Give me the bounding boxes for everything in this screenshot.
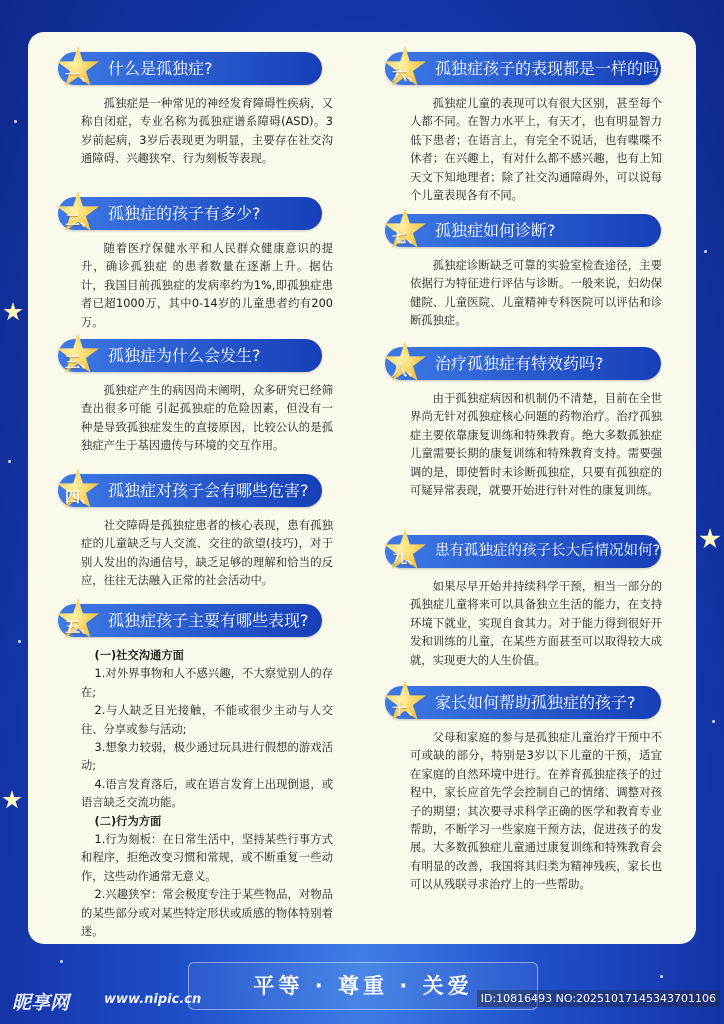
section-paragraph: 孤独症诊断缺乏可靠的实验室检查途径，主要依据行为特征进行评估与诊断。一般来说，妇幼保健院、儿童医院、儿童精神专科医院可以评估和诊断孤独症。 (410, 259, 662, 328)
section-heading (385, 535, 661, 568)
section-title: 孤独症为什么会发生? (108, 346, 261, 365)
section-title: 孤独症的孩子有多少? (108, 204, 261, 223)
section-number: 九、 (391, 549, 422, 567)
section-number: 十、 (391, 700, 422, 718)
watermark-id: ID:10816493 NO:20251017145343701106 (477, 990, 720, 1007)
background-star-icon (3, 302, 23, 322)
section-title: 治疗孤独症有特效药吗? (435, 354, 604, 373)
background-dot (660, 975, 663, 978)
section-title: 什么是孤独症? (108, 59, 213, 78)
section-paragraph: 孤独症儿童的表现可以有很大区别，甚至每个人都不同。在智力水平上，有天才，也有明显智力低下患者；在语言上，有完全不说话，也有喋喋不休者；在兴趣上，有对什么都不感兴趣，也有上知天文下知地理者；除了社交沟通障碍外，可以说每个儿童表现各有不同。 (410, 97, 662, 203)
content-panel (28, 32, 696, 944)
background-dot (704, 250, 707, 253)
section-paragraph: 父母和家庭的参与是孤独症儿童治疗干预中不可或缺的部分，特别是3岁以下儿童的干预，适宜在家庭的自然环境中进行。在养育孤独症孩子的过程中，家长应首先学会控制自己的情绪、调整对孩子的期望；其次要寻求科学正确的医学和教育专业帮助，不断学习一些家庭干预方法，促进孩子的发展。大多数孤独症儿童通过康复训练和特殊教育会有明显的改善，我国将其归类为精神残疾，家长也可以从残联寻求治疗上的一些帮助。 (410, 731, 662, 892)
section-number: 七、 (391, 228, 422, 246)
list-item: 3.想象力较弱，极少通过玩具进行假想的游戏活动; (81, 741, 333, 773)
section-heading (385, 52, 668, 85)
watermark-logo: 昵享网 (12, 992, 70, 1014)
section-number: 三、 (64, 353, 95, 371)
section-body (410, 257, 662, 331)
section-heading (385, 347, 661, 380)
section-paragraph: 随着医疗保健水平和人民群众健康意识的提升，确诊孤独症 的患者数量在逐渐上升。据估计，我国目前孤独症的发病率约为1%,即孤独症患者已超1000万，其中0-14岁的儿童患者约有200万。 (81, 242, 333, 329)
section-title: 患有孤独症的孩子长大后情况如何? (435, 543, 661, 559)
section-heading (58, 197, 322, 230)
section-number: 五、 (64, 618, 95, 636)
list-item: 2.与人缺乏目光接触，不能或很少主动与人交往、分享或参与活动; (81, 704, 333, 736)
section-paragraph: 由于孤独症病因和机制仍不清楚，目前在全世界尚无针对孤独症核心问题的药物治疗。治疗孤独症主要依靠康复训练和特殊教育。绝大多数孤独症儿童需要长期的康复训练和特殊教育支持。需要强调的是，即使暂时未诊断孤独症，只要有孤独症的可疑异常表现，就要开始进行针对性的康复训练。 (410, 392, 662, 498)
list-item: 4.语言发育落后，或在语言发育上出现倒退，或语言缺乏交流功能。 (81, 777, 333, 810)
section-body (81, 382, 333, 456)
background-dot (8, 460, 11, 463)
list-item: 1.对外界事物和人不感兴趣，不大察觉别人的存在; (81, 667, 333, 699)
section-body (410, 95, 662, 205)
background-star-icon (2, 790, 22, 810)
section-body (410, 578, 662, 670)
list-item: 2.兴趣狭窄：常会极度专注于某些物品，对物品的某些部分或对某些特定形状或质感的物体特别着迷。 (81, 888, 333, 939)
watermark-url: www.nipic.cn (104, 992, 202, 1007)
symptom-list (81, 647, 333, 942)
section-paragraph: 孤独症产生的病因尚未阐明，众多研究已经筛查出很多可能 引起孤独症的危险因素，但没有一种是导致孤独症发生的直接原因，比较公认的是孤独症产生于基因遗传与环境的交互作用。 (81, 384, 333, 453)
section-number: 八、 (391, 361, 422, 379)
section-body (81, 517, 333, 591)
background-dot (60, 960, 63, 963)
section-heading (58, 474, 322, 507)
section-heading (385, 214, 661, 247)
background-star-icon (699, 528, 721, 550)
section-title: 孤独症孩子的表现都是一样的吗? (435, 59, 668, 78)
subheading-behavior: (二)行为方面 (94, 814, 162, 828)
section-heading (58, 604, 322, 637)
section-number: 四、 (64, 488, 95, 506)
section-title: 孤独症对孩子会有哪些危害? (108, 481, 309, 500)
background-dot (18, 640, 21, 643)
section-number: 二、 (64, 211, 95, 229)
slogan-text: 平等 · 尊重 · 关爱 (253, 974, 473, 998)
list-item: 1.行为刻板：在日常生活中，坚持某些行事方式和程序，拒绝改变习惯和常规，或不断重复一些动作，这些动作通常无意义。 (81, 833, 333, 883)
section-title: 家长如何帮助孤独症的孩子? (435, 693, 636, 712)
section-heading (385, 686, 661, 719)
section-number: 一、 (64, 66, 95, 84)
section-number: 六、 (391, 66, 422, 84)
section-title: 孤独症孩子主要有哪些表现? (108, 611, 309, 630)
subheading-social: (一)社交沟通方面 (94, 649, 184, 662)
section-title: 孤独症如何诊断? (435, 221, 556, 240)
section-heading (58, 339, 322, 372)
section-body (81, 95, 333, 169)
section-heading (58, 52, 322, 85)
section-body (81, 240, 333, 332)
background-dot (14, 120, 17, 123)
section-body (410, 390, 662, 500)
section-paragraph: 孤独症是一种常见的神经发育障碍性疾病，又称自闭症，专业名称为孤独症谱系障碍(ASD)。3岁前起病，3岁后表现更为明显，主要存在社交沟通障碍、兴趣狭窄、行为刻板等表现。 (81, 97, 333, 166)
background-dot (712, 720, 715, 723)
section-paragraph: 如果尽早开始并持续科学干预，相当一部分的孤独症儿童将来可以具备独立生活的能力，在支持环境下就业，实现自食其力。对于能力得到很好开发和训练的儿童，在某些方面甚至可以取得较大成就，实现更大的人生价值。 (410, 580, 662, 667)
section-paragraph: 社交障碍是孤独症患者的核心表现，患有孤独症的儿童缺乏与人交流、交往的欲望(技巧)，对于别人发出的沟通信号，缺乏足够的理解和恰当的反应，往往无法融入正常的社会活动中。 (81, 519, 333, 588)
section-body (410, 729, 662, 895)
